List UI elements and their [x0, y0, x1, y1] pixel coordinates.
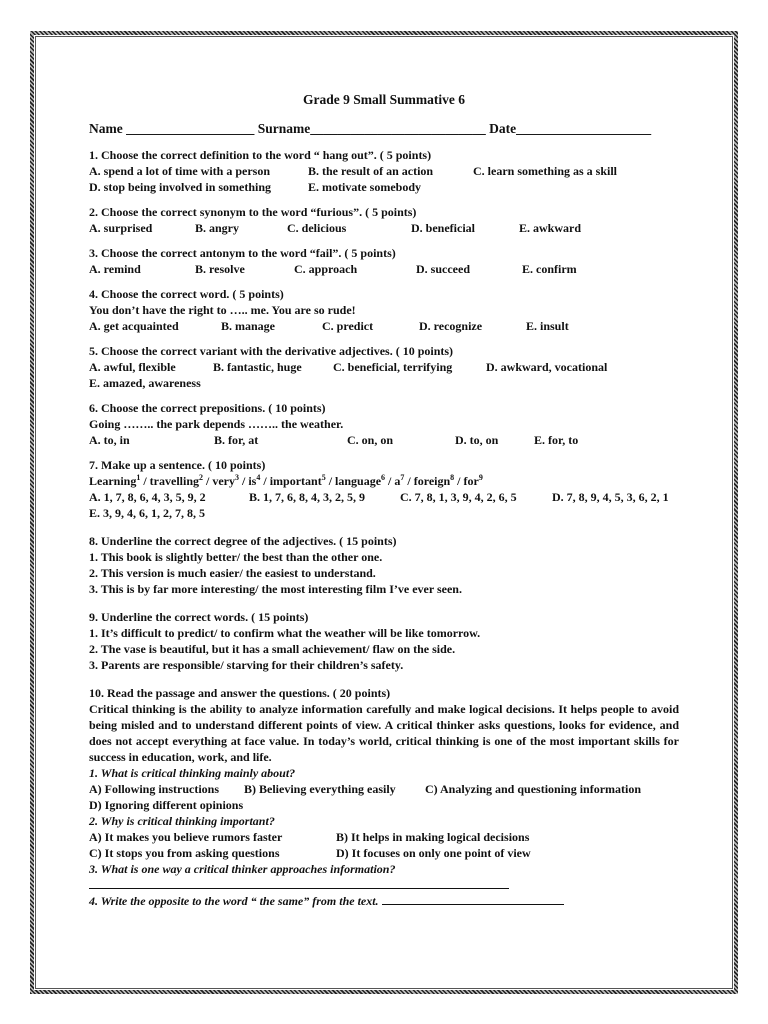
- question-5: [89, 343, 689, 391]
- s2-option-a[interactable]: A) It makes you believe rumors faster: [89, 830, 283, 844]
- q5-option-a[interactable]: A. awful, flexible: [89, 360, 176, 374]
- word-3: / very: [203, 474, 236, 488]
- q4-option-d[interactable]: D. recognize: [419, 319, 483, 333]
- question-3-prompt: 3. Choose the correct antonym to the word “fail”. ( 5 points): [89, 246, 396, 260]
- q4-option-e[interactable]: E. insult: [526, 319, 569, 333]
- date-field[interactable]: ____________________: [516, 121, 652, 136]
- reading-passage: Critical thinking is the ability to analyze information carefully and make logical decisions. It helps people to avoid being misled and to understand different points of view. A critical thinker asks questions, looks for evidence, and does not accept everything at face value. In today’s world, critical thinking is one of the most important skills for success in education, work, and life.: [89, 702, 679, 764]
- name-label: Name: [89, 121, 123, 136]
- question-1-prompt: 1. Choose the correct definition to the word “ hang out”. ( 5 points): [89, 148, 432, 162]
- q6-option-a[interactable]: A. to, in: [89, 433, 130, 447]
- question-4: [89, 286, 689, 334]
- question-4-sentence: You don’t have the right to ….. me. You are so rude!: [89, 303, 356, 317]
- q3-option-e[interactable]: E. confirm: [522, 262, 577, 276]
- q9-item-3[interactable]: 3. Parents are responsible/ starving for their children’s safety.: [89, 658, 404, 672]
- sub-question-2: 2. Why is critical thinking important?: [89, 814, 275, 828]
- sub-question-4: 4. Write the opposite to the word “ the same” from the text.: [89, 894, 379, 908]
- question-9-prompt: 9. Underline the correct words. ( 15 points): [89, 610, 309, 624]
- q2-option-d[interactable]: D. beneficial: [411, 221, 475, 235]
- s2-option-d[interactable]: D) It focuses on only one point of view: [336, 846, 531, 860]
- worksheet: [89, 92, 689, 918]
- q8-item-2[interactable]: 2. This version is much easier/ the easiest to understand.: [89, 566, 376, 580]
- word-2: / travelling: [140, 474, 200, 488]
- question-7: [89, 457, 689, 521]
- q1-option-c[interactable]: C. learn something as a skill: [473, 164, 618, 178]
- q3-option-b[interactable]: B. resolve: [195, 262, 245, 276]
- question-10-prompt: 10. Read the passage and answer the questions. ( 20 points): [89, 686, 391, 700]
- word-7: / a: [385, 474, 401, 488]
- question-5-prompt: 5. Choose the correct variant with the derivative adjectives. ( 10 points): [89, 344, 454, 358]
- q7-option-e[interactable]: E. 3, 9, 4, 6, 1, 2, 7, 8, 5: [89, 506, 206, 520]
- q1-option-e[interactable]: E. motivate somebody: [308, 180, 421, 194]
- q9-item-2[interactable]: 2. The vase is beautiful, but it has a small achievement/ flaw on the side.: [89, 642, 456, 656]
- question-7-prompt: 7. Make up a sentence. ( 10 points): [89, 458, 266, 472]
- s1-option-d[interactable]: D) Ignoring different opinions: [89, 798, 244, 812]
- student-info-row: [89, 121, 689, 137]
- s1-option-c[interactable]: C) Analyzing and questioning information: [425, 782, 642, 796]
- q2-option-c[interactable]: C. delicious: [287, 221, 347, 235]
- q9-item-1[interactable]: 1. It’s difficult to predict/ to confirm what the weather will be like tomorrow.: [89, 626, 481, 640]
- question-1: [89, 147, 689, 195]
- s1-option-b[interactable]: B) Believing everything easily: [244, 782, 396, 796]
- name-field[interactable]: ___________________: [126, 121, 255, 136]
- sub-question-3: 3. What is one way a critical thinker approaches information?: [89, 862, 396, 876]
- q1-option-b[interactable]: B. the result of an action: [308, 164, 434, 178]
- q7-option-a[interactable]: A. 1, 7, 8, 6, 4, 3, 5, 9, 2: [89, 490, 206, 504]
- question-10: [89, 685, 689, 909]
- q6-option-c[interactable]: C. on, on: [347, 433, 394, 447]
- question-9: [89, 609, 689, 673]
- word-1: Learning: [89, 474, 137, 488]
- q3-option-d[interactable]: D. succeed: [416, 262, 470, 276]
- answer-3-field[interactable]: [89, 877, 509, 889]
- s2-option-b[interactable]: B) It helps in making logical decisions: [336, 830, 530, 844]
- surname-field[interactable]: __________________________: [310, 121, 486, 136]
- q7-option-d[interactable]: D. 7, 8, 9, 4, 5, 3, 6, 2, 1: [552, 490, 669, 504]
- question-8: [89, 533, 689, 597]
- q2-option-a[interactable]: A. surprised: [89, 221, 153, 235]
- q1-option-a[interactable]: A. spend a lot of time with a person: [89, 164, 271, 178]
- q6-option-d[interactable]: D. to, on: [455, 433, 499, 447]
- question-8-prompt: 8. Underline the correct degree of the adjectives. ( 15 points): [89, 534, 397, 548]
- q8-item-1[interactable]: 1. This book is slightly better/ the best than the other one.: [89, 550, 383, 564]
- question-6-prompt: 6. Choose the correct prepositions. ( 10 points): [89, 401, 326, 415]
- worksheet-title: Grade 9 Small Summative 6: [303, 92, 465, 107]
- q1-option-d[interactable]: D. stop being involved in something: [89, 180, 272, 194]
- q6-option-e[interactable]: E. for, to: [534, 433, 579, 447]
- q3-option-c[interactable]: C. approach: [294, 262, 358, 276]
- word-8: / foreign: [404, 474, 451, 488]
- question-7-words: Learning$^1$ / travelling$^2$ / very$^3$ / $is^4$ / important$^5$ / language$^6$ / $a^7$ / foreign$^8$ / for$^9$: [89, 473, 483, 488]
- q5-option-d[interactable]: D. awkward, vocational: [486, 360, 608, 374]
- word-9: / for: [454, 474, 479, 488]
- question-2-prompt: 2. Choose the correct synonym to the word “furious”. ( 5 points): [89, 205, 417, 219]
- q4-option-a[interactable]: A. get acquainted: [89, 319, 179, 333]
- q5-option-c[interactable]: C. beneficial, terrifying: [333, 360, 453, 374]
- word-4: / is: [239, 474, 257, 488]
- q3-option-a[interactable]: A. remind: [89, 262, 141, 276]
- q7-option-c[interactable]: C. 7, 8, 1, 3, 9, 4, 2, 6, 5: [400, 490, 517, 504]
- q6-option-b[interactable]: B. for, at: [214, 433, 259, 447]
- q2-option-b[interactable]: B. angry: [195, 221, 240, 235]
- s2-option-c[interactable]: C) It stops you from asking questions: [89, 846, 280, 860]
- q4-option-c[interactable]: C. predict: [322, 319, 374, 333]
- question-4-prompt: 4. Choose the correct word. ( 5 points): [89, 287, 284, 301]
- sub-question-1: 1. What is critical thinking mainly about?: [89, 766, 296, 780]
- word-5: / important: [260, 474, 322, 488]
- word-6: / language: [325, 474, 382, 488]
- surname-label: Surname: [257, 121, 311, 136]
- date-label: Date: [489, 121, 517, 136]
- s1-option-a[interactable]: A) Following instructions: [89, 782, 220, 796]
- question-6-sentence: Going …….. the park depends …….. the weather.: [89, 417, 344, 431]
- question-3: [89, 245, 689, 277]
- q8-item-3[interactable]: 3. This is by far more interesting/ the most interesting film I’ve ever seen.: [89, 582, 462, 596]
- question-6: [89, 400, 689, 448]
- question-2: [89, 204, 689, 236]
- answer-4-field[interactable]: [382, 893, 564, 905]
- q5-option-e[interactable]: E. amazed, awareness: [89, 376, 201, 390]
- q2-option-e[interactable]: E. awkward: [519, 221, 582, 235]
- q7-option-b[interactable]: B. 1, 7, 6, 8, 4, 3, 2, 5, 9: [249, 490, 366, 504]
- q5-option-b[interactable]: B. fantastic, huge: [213, 360, 302, 374]
- q4-option-b[interactable]: B. manage: [221, 319, 275, 333]
